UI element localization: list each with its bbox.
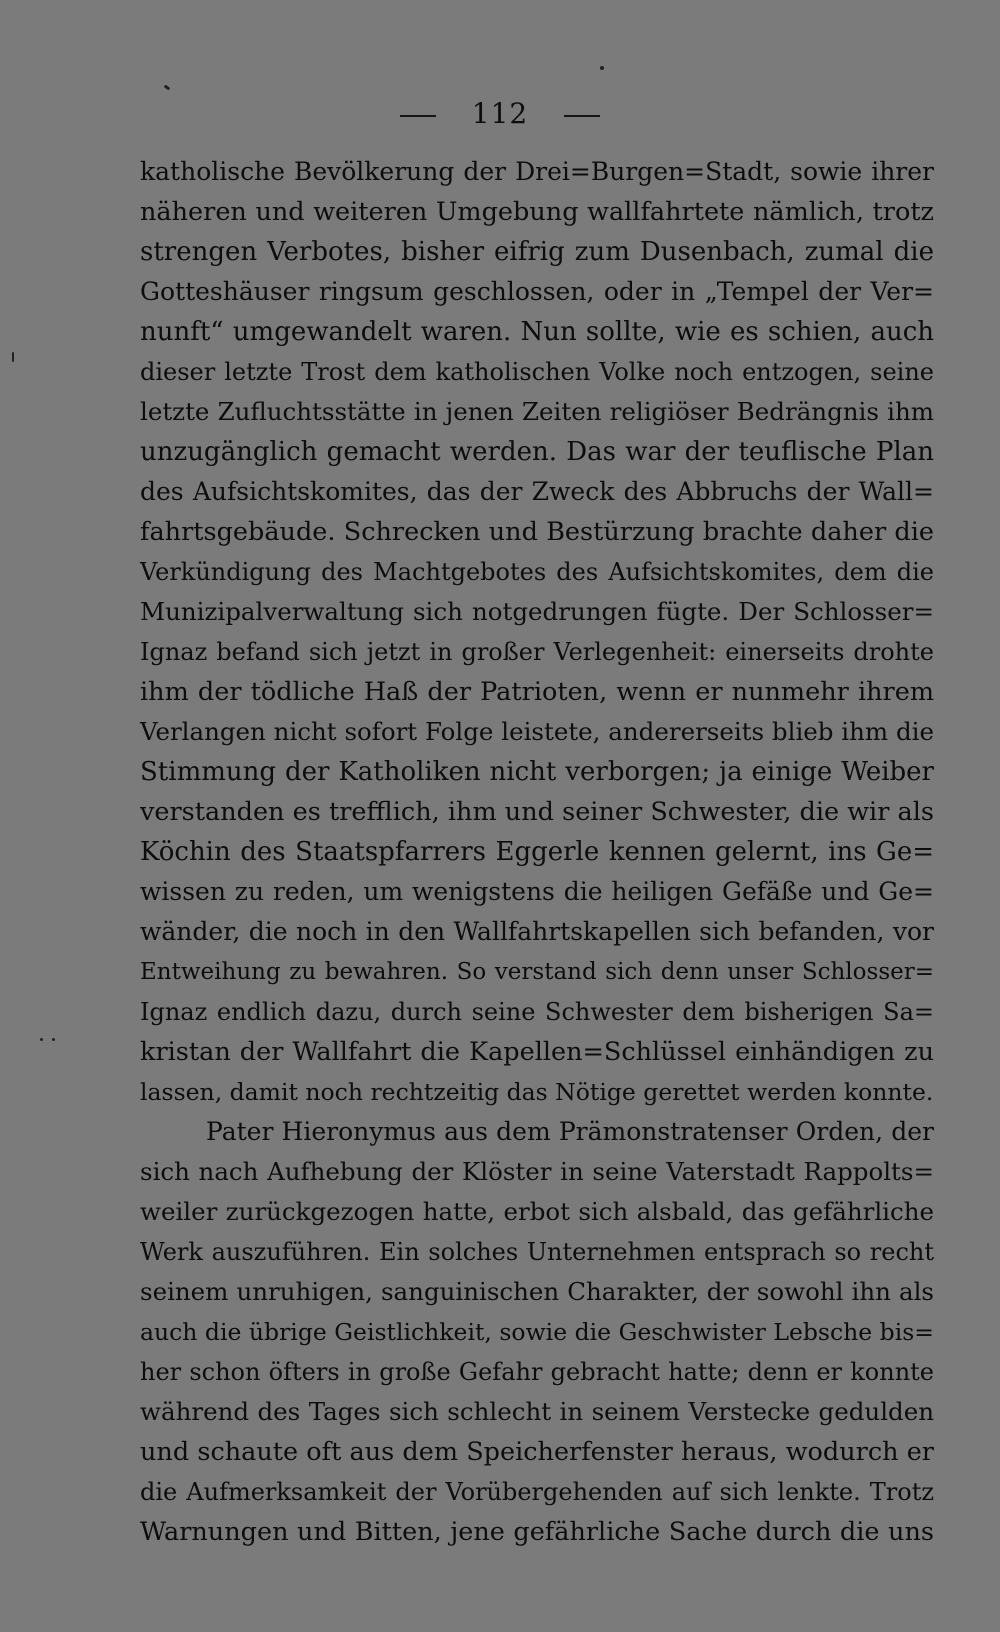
text-line: Warnungen und Bitten, jene gefährliche Sache durch die uns [140,1517,934,1547]
text-line: katholische Bevölkerung der Drei=Burgen=Stadt, sowie ihrer [140,157,934,186]
text-line: verstanden es trefflich, ihm und seiner Schwester, die wir als [140,797,934,827]
text-line: Munizipalverwaltung sich notgedrungen fügte. Der Schlosser= [140,597,934,626]
text-line: Werk auszuführen. Ein solches Unternehmen entsprach so recht [140,1238,934,1266]
text-line: wissen zu reden, um wenigstens die heiligen Gefäße und Ge= [140,877,934,906]
text-line: die Aufmerksamkeit der Vorübergehenden auf sich lenkte. Trotz [140,1478,934,1506]
text-line: fahrtsgebäude. Schrecken und Bestürzung brachte daher die [140,517,934,547]
text-line: Stimmung der Katholiken nicht verborgen; ja einige Weiber [140,757,934,787]
header-dash-right [564,115,600,117]
text-line: während des Tages sich schlecht in seinem Verstecke gedulden [140,1397,934,1426]
page-header [0,96,1000,132]
text-line: Verlangen nicht sofort Folge leistete, andererseits blieb ihm die [140,717,934,746]
text-line: Verkündigung des Machtgebotes des Aufsichtskomites, dem die [140,558,934,586]
text-line: unzugänglich gemacht werden. Das war der teuflische Plan [140,437,934,467]
scan-speck [164,85,171,91]
scan-speck [52,1038,55,1041]
text-line: weiler zurückgezogen hatte, erbot sich alsbald, das gefährliche [140,1197,934,1226]
text-line: des Aufsichtskomites, das der Zweck des Abbruchs der Wall= [140,477,934,506]
body-text [140,152,934,1552]
text-line: sich nach Aufhebung der Klöster in seine Vaterstadt Rappolts= [140,1157,934,1186]
text-line: lassen, damit noch rechtzeitig das Nötige gerettet werden konnte. [140,1078,934,1106]
text-line: nunft“ umgewandelt waren. Nun sollte, wie es schien, auch [140,317,934,347]
text-line: näheren und weiteren Umgebung wallfahrtete nämlich, trotz [140,197,934,227]
text-line: her schon öfters in große Gefahr gebracht hatte; denn er konnte [140,1358,934,1386]
text-line: strengen Verbotes, bisher eifrig zum Dusenbach, zumal die [140,237,934,267]
text-line: seinem unruhigen, sanguinischen Charakter, der sowohl ihn als [140,1277,934,1306]
text-line: und schaute oft aus dem Speicherfenster heraus, wodurch er [140,1437,934,1467]
text-line: Köchin des Staatspfarrers Eggerle kennen gelernt, ins Ge= [140,837,934,867]
text-line: Pater Hieronymus aus dem Prämonstratenser Orden, der [206,1117,934,1146]
text-line: kristan der Wallfahrt die Kapellen=Schlüssel einhändigen zu [140,1037,934,1067]
text-line: Ignaz endlich dazu, durch seine Schwester dem bisherigen Sa= [140,998,934,1026]
scan-speck [600,66,604,70]
text-line: Entweihung zu bewahren. So verstand sich denn unser Schlosser= [140,959,934,985]
scan-speck [12,352,14,362]
text-line: letzte Zufluchtsstätte in jenen Zeiten religiöser Bedrängnis ihm [140,397,934,426]
scan-speck [40,1038,43,1041]
text-line: wänder, die noch in den Wallfahrtskapellen sich befanden, vor [140,917,934,946]
text-line: ihm der tödliche Haß der Patrioten, wenn er nunmehr ihrem [140,677,934,707]
page-number: 112 [471,97,529,130]
text-line: auch die übrige Geistlichkeit, sowie die Geschwister Lebsche bis= [140,1318,934,1346]
text-line: Ignaz befand sich jetzt in großer Verlegenheit: einerseits drohte [140,638,934,666]
text-line: Gotteshäuser ringsum geschlossen, oder in „Tempel der Ver= [140,277,934,306]
text-line: dieser letzte Trost dem katholischen Volke noch entzogen, seine [140,358,934,386]
header-dash-left [400,115,436,117]
